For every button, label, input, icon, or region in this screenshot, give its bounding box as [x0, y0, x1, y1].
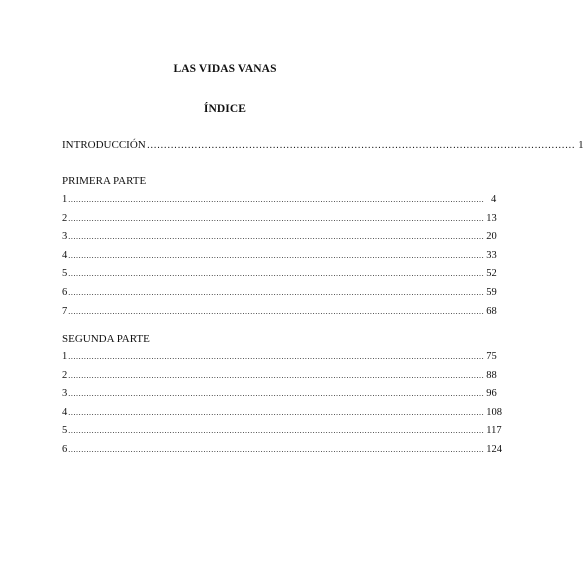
page-number: 96 [486, 388, 497, 400]
chapter-label: 5 [62, 268, 68, 280]
page-number: 20 [486, 231, 497, 243]
toc-entry [62, 230, 497, 249]
chapter-label: 6 [62, 286, 68, 298]
document-title: LAS VIDAS VANAS [173, 63, 277, 75]
part-1-entry-list [62, 193, 497, 323]
page-number: 33 [486, 249, 497, 261]
page-number: 59 [486, 286, 497, 298]
page-number: 117 [486, 425, 502, 437]
toc-entry [62, 369, 497, 388]
dot-leader: ................................................................................................................................................................ [68, 232, 485, 242]
dot-leader: ................................................................................................................................................................ [68, 287, 485, 297]
dot-leader: ................................................................................................................................................................ [68, 269, 485, 279]
part-2-heading: SEGUNDA PARTE [62, 333, 150, 345]
toc-entry [62, 406, 502, 425]
dot-leader: ................................................................................................................................................................ [68, 250, 485, 260]
chapter-label: 7 [62, 305, 68, 317]
chapter-label: 2 [62, 369, 68, 381]
page-number: 68 [486, 305, 497, 317]
page-number: 4 [491, 194, 497, 205]
dot-leader: ................................................................................................................................................................ [68, 306, 485, 316]
toc-entry [62, 286, 497, 305]
dot-leader: ................................................................................................................................................................ [68, 389, 485, 399]
page-number: 52 [486, 268, 497, 280]
introduction-label: INTRODUCCIÓN [62, 139, 146, 151]
page-number: 88 [486, 369, 497, 381]
dot-leader: ................................................................................................................................................................ [68, 426, 485, 436]
toc-entry [62, 193, 497, 212]
dot-leader: ................................................................................................................................................................ [68, 352, 485, 361]
toc-entry [62, 350, 497, 369]
toc-entry [62, 305, 497, 324]
chapter-label: 3 [62, 231, 68, 243]
part-1-heading: PRIMERA PARTE [62, 175, 147, 187]
toc-entry [62, 249, 497, 268]
toc-entry [62, 387, 497, 406]
index-heading: ÍNDICE [203, 103, 247, 115]
dot-leader: ……………………………………………………………………………………………………………… [146, 140, 576, 151]
page-number: 13 [486, 212, 497, 224]
page-number: 124 [486, 443, 502, 455]
toc-entry-introduction [62, 138, 584, 153]
dot-leader: ................................................................................................................................................................ [68, 213, 485, 223]
chapter-label: 3 [62, 388, 68, 400]
chapter-label: 6 [62, 443, 68, 455]
toc-entry [62, 424, 502, 443]
part-2-entry-list [62, 350, 502, 462]
toc-entry [62, 267, 497, 286]
chapter-label: 5 [62, 425, 68, 437]
toc-entry [62, 443, 502, 462]
dot-leader: ................................................................................................................................................................ [68, 407, 485, 417]
chapter-label: 1 [62, 351, 68, 362]
chapter-label: 4 [62, 249, 68, 261]
dot-leader: ................................................................................................................................................................ [68, 195, 485, 204]
chapter-label: 4 [62, 406, 68, 418]
introduction-page-number: 1 [578, 139, 584, 151]
page-number: 108 [486, 406, 502, 418]
toc-entry [62, 212, 497, 231]
dot-leader: ................................................................................................................................................................ [68, 370, 485, 380]
dot-leader: ................................................................................................................................................................ [68, 444, 485, 454]
page-number: 75 [486, 351, 497, 362]
chapter-label: 2 [62, 212, 68, 224]
chapter-label: 1 [62, 194, 68, 205]
